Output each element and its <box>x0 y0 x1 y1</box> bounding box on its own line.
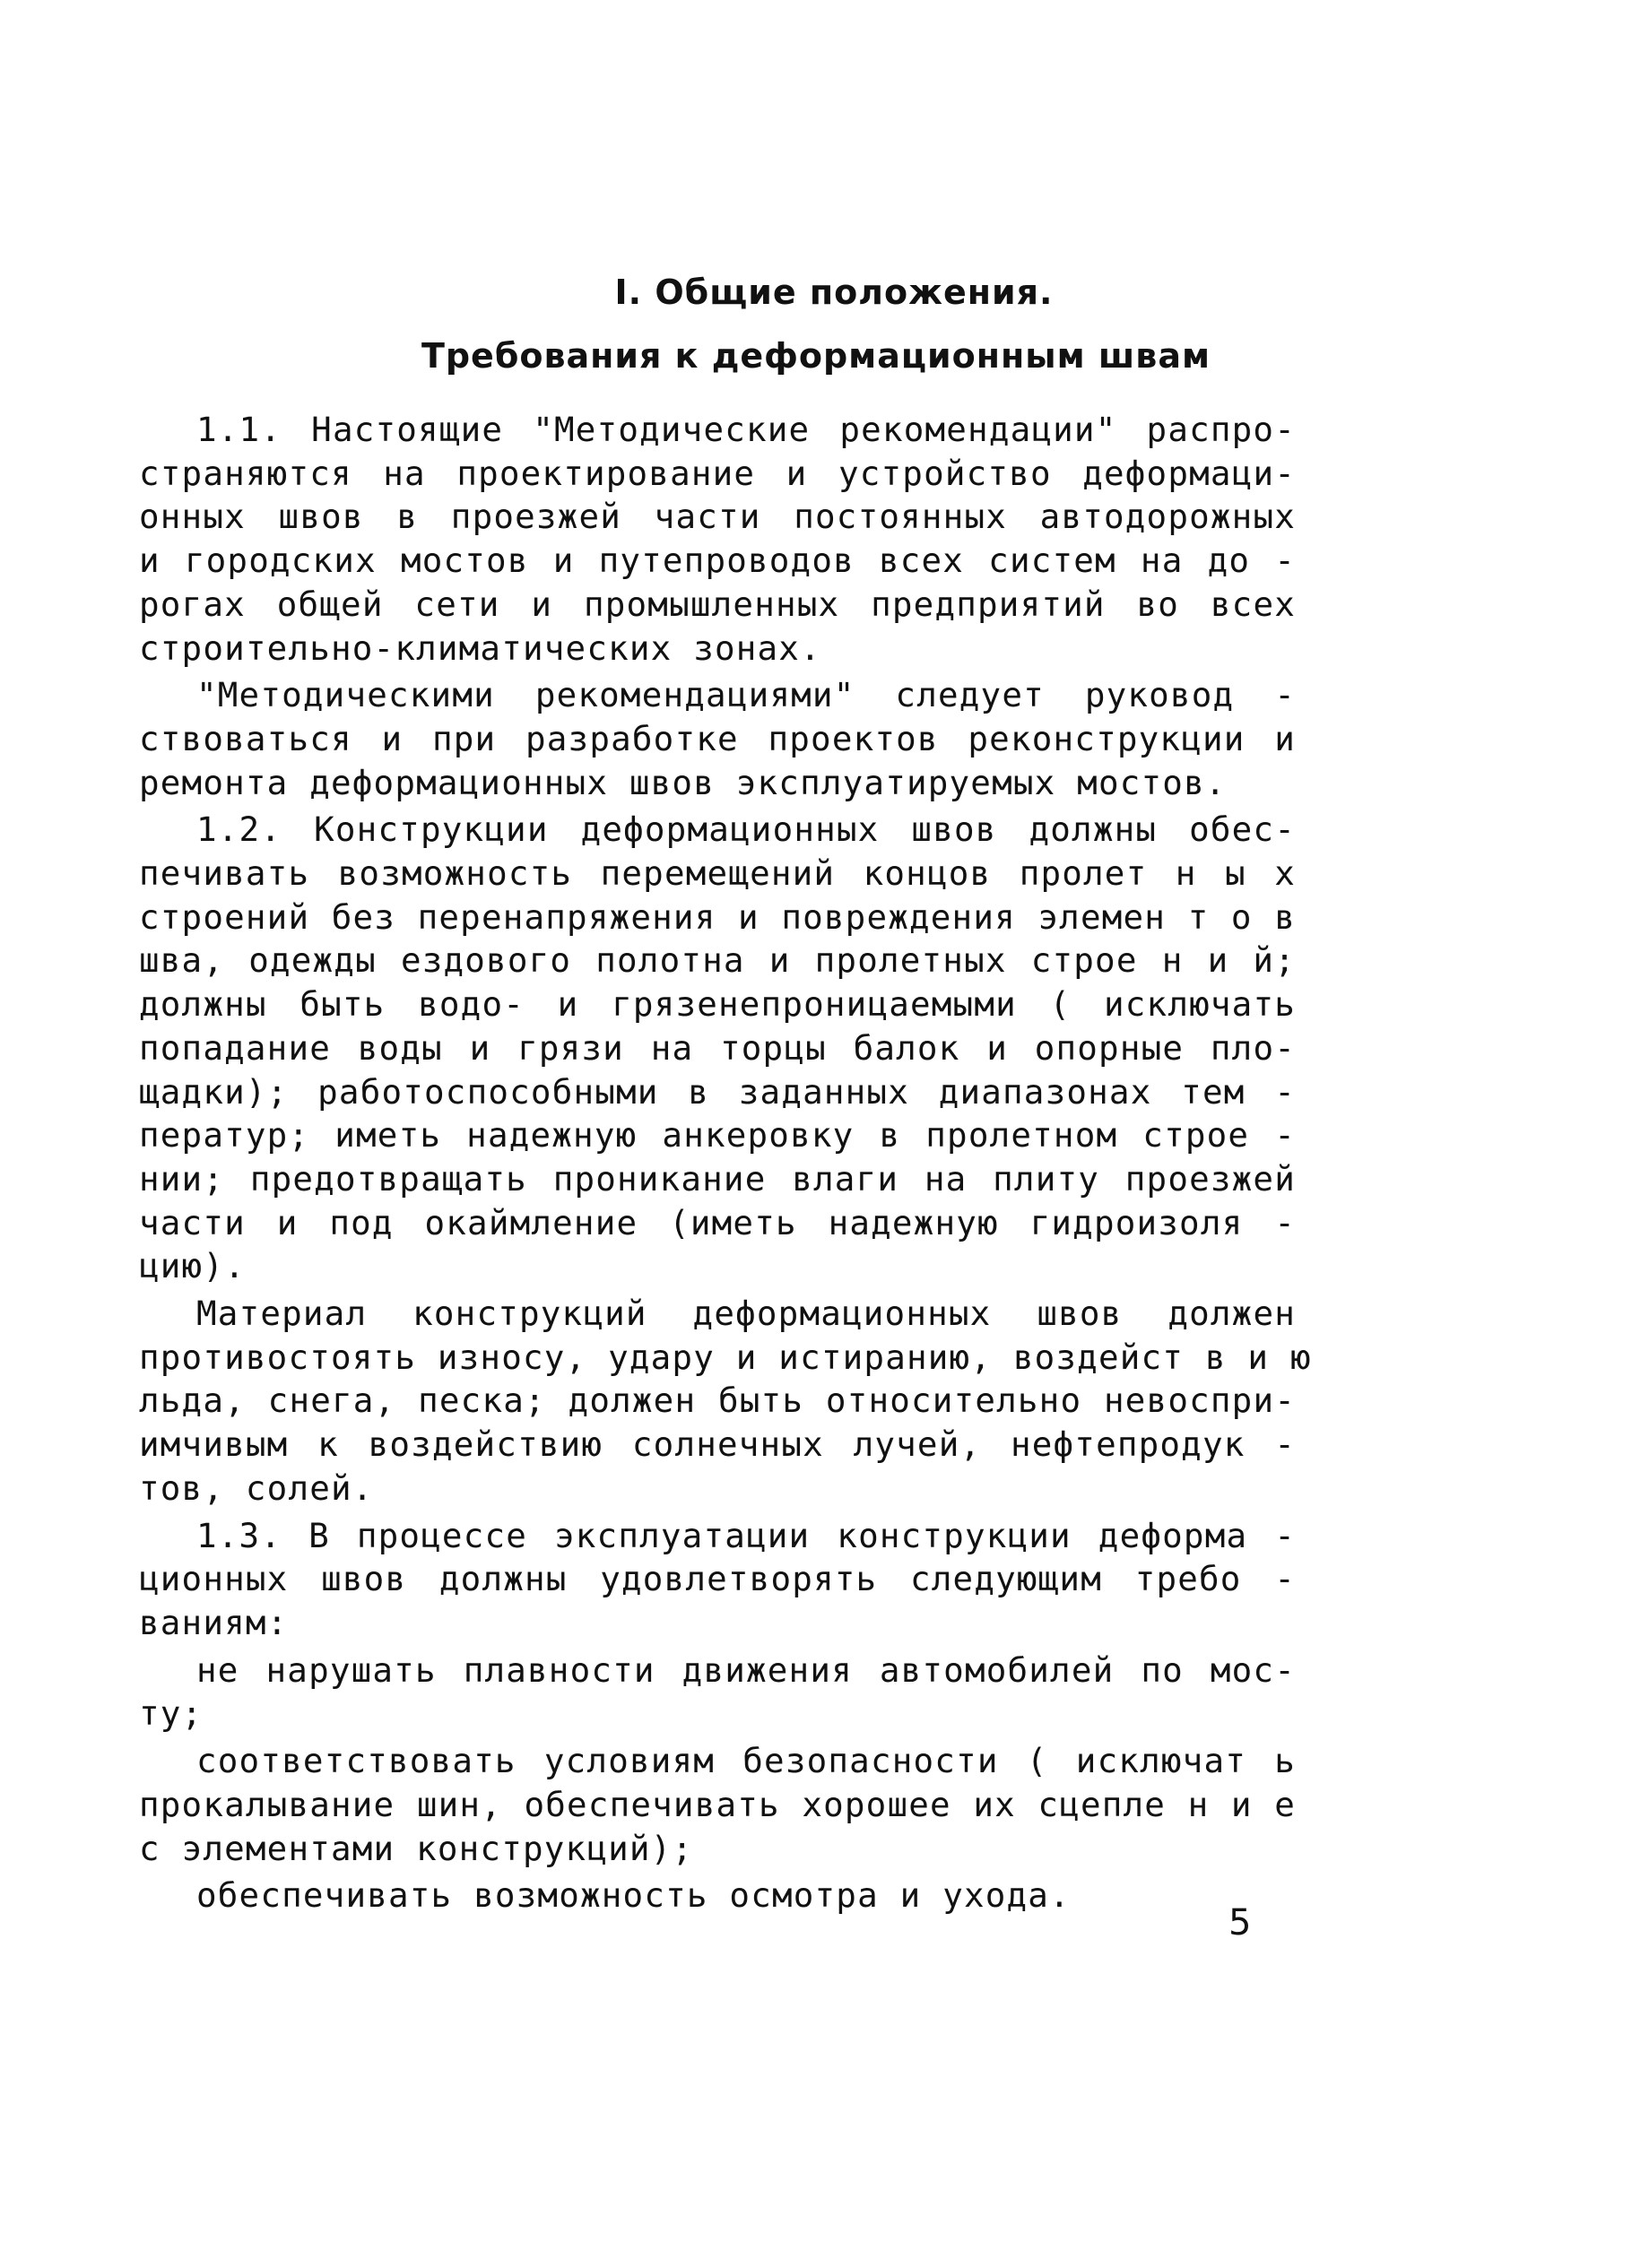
section-subtitle: Требования к деформационным швам <box>421 336 1211 376</box>
text-line: ствоваться и при разработке проектов реконструкции и <box>139 718 1296 758</box>
text-line: соответствовать условиям безопасности ( исключат ь <box>196 1741 1296 1781</box>
text-line: льда, снега, песка; должен быть относительно невоспри- <box>139 1381 1296 1421</box>
text-line: "Методическими рекомендациями" следует руковод - <box>196 675 1296 715</box>
text-line: шва, одежды ездового полотна и пролетных строе н и й; <box>139 940 1296 981</box>
text-line: цию). <box>139 1246 246 1286</box>
text-line: ператур; иметь надежную анкеровку в пролетном строе - <box>139 1115 1296 1156</box>
text-line: нии; предотвращать проникание влаги на плиту проезжей <box>139 1158 1296 1199</box>
text-line: попадание воды и грязи на торцы балок и опорные пло- <box>139 1027 1296 1068</box>
text-line: противостоять износу, удару и истиранию, воздейст в и ю <box>139 1337 1312 1377</box>
text-line: прокалывание шин, обеспечивать хорошее их сцепле н и е <box>139 1784 1296 1824</box>
section-title: I. Общие положения. <box>614 273 1054 312</box>
text-line: тов, солей. <box>139 1467 374 1508</box>
text-line: ту; <box>139 1693 204 1734</box>
text-line: строений без перенапряжения и повреждения элемен т о в <box>139 896 1296 937</box>
body-text <box>139 408 1312 1917</box>
text-line: 1.2. Конструкции деформационных швов должны обес- <box>196 809 1296 850</box>
text-line: печивать возможность перемещений концов пролет н ы х <box>139 853 1296 894</box>
text-line: части и под окаймление (иметь надежную гидроизоля - <box>139 1202 1296 1242</box>
text-line: рогах общей сети и промышленных предприятий во всех <box>139 584 1296 624</box>
text-line: щадки); работоспособными в заданных диапазонах тем - <box>139 1071 1296 1112</box>
text-line: онных швов в проезжей части постоянных автодорожных <box>139 497 1296 537</box>
text-line: с элементами конструкций); <box>139 1828 694 1868</box>
text-line: ваниям: <box>139 1602 289 1642</box>
text-line: 1.1. Настоящие "Методические рекомендации" распро- <box>196 410 1296 449</box>
text-line: должны быть водо- и грязенепроницаемыми ( исключать <box>139 984 1296 1025</box>
text-line: Материал конструкций деформационных швов должен <box>196 1294 1296 1334</box>
page-number: 5 <box>1228 1902 1252 1943</box>
text-line: строительно-климатических зонах. <box>139 628 821 668</box>
text-line: ремонта деформационных швов эксплуатируемых мостов. <box>139 762 1227 802</box>
text-line: обеспечивать возможность осмотра и ухода. <box>196 1875 1071 1916</box>
text-line: не нарушать плавности движения автомобилей по мос- <box>196 1649 1296 1690</box>
text-line: 1.3. В процессе эксплуатации конструкции деформа - <box>196 1515 1296 1555</box>
text-line: страняются на проектирование и устройство деформаци- <box>139 453 1296 493</box>
text-line: имчивым к воздействию солнечных лучей, нефтепродук - <box>139 1424 1296 1465</box>
text-line: и городских мостов и путепроводов всех систем на до - <box>139 541 1296 581</box>
text-line: ционных швов должны удовлетворять следующим требо - <box>139 1559 1296 1599</box>
